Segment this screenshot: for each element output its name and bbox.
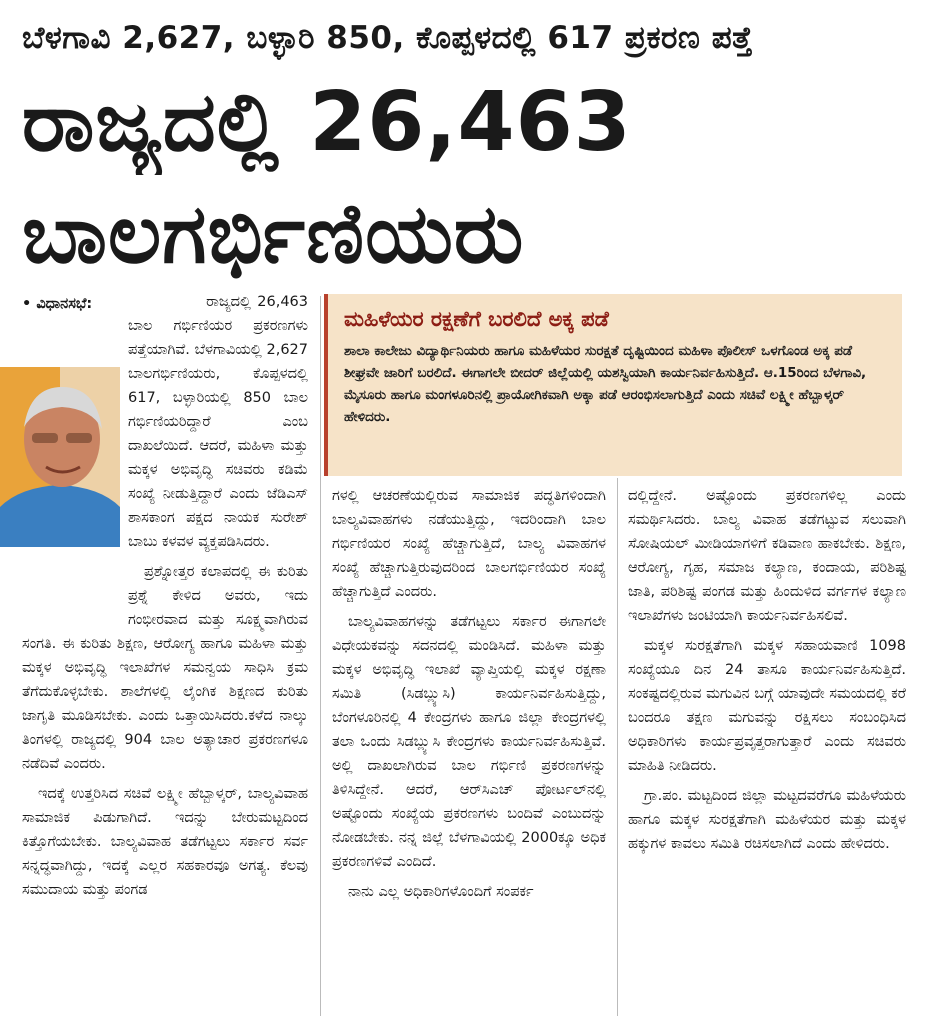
column-divider [320,296,321,1016]
column-3 [628,484,906,1016]
column-1 [22,290,308,1016]
column-2-paragraph-2: ಬಾಲ್ಯವಿವಾಹಗಳನ್ನು ತಡೆಗಟ್ಟಲು ಸರ್ಕಾರ ಈಗಾಗಲೇ ವಿಧೇಯಕವನ್ನು ಸದನದಲ್ಲಿ ಮಂಡಿಸಿದೆ. ಮಹಿಳಾ ಮತ್ತು ಮಕ್ಕಳ ಅಭಿವೃದ್ಧಿ ಇಲಾಖೆ ವ್ಯಾಪ್ತಿಯಲ್ಲಿ ಮಕ್ಕಳ ರಕ್ಷಣಾ ಸಮಿತಿ (ಸಿಡಬ್ಲ್ಯುಸಿ) ಕಾರ್ಯನಿರ್ವಹಿಸುತ್ತಿದ್ದು, ಬೆಂಗಳೂರಿನಲ್ಲಿ 4 ಕೇಂದ್ರಗಳು ಹಾಗೂ ಜಿಲ್ಲಾ ಕೇಂದ್ರಗಳಲ್ಲಿ ತಲಾ ಒಂದು ಸಿಡಬ್ಲ್ಯುಸಿ ಕೇಂದ್ರಗಳು ಕಾರ್ಯನಿರ್ವಹಿಸುತ್ತಿವೆ. ಅಲ್ಲಿ ದಾಖಲಾಗಿರುವ ಬಾಲ ಗರ್ಭಿಣಿ ಪ್ರಕರಣಗಳನ್ನು ತಿಳಿಸಿದ್ದೇನೆ. ಆದರೆ, ಆರ್‌ಸಿಎಚ್ ಪೋರ್ಟಲ್‌ನಲ್ಲಿ ಅಷ್ಟೊಂದು ಸಂಖ್ಯೆಯ ಪ್ರಕರಣಗಳು ಬಂದಿವೆ ಎಂಬುದನ್ನು ನೋಡಬೇಕು. ನನ್ನ ಜಿಲ್ಲೆ ಬೆಳಗಾವಿಯಲ್ಲಿ 2000ಕ್ಕೂ ಅಧಿಕ ಪ್ರಕರಣಗಳಿವೆ ಎಂದಿದೆ. [332,614,606,870]
column-3-paragraph-3: ಗ್ರಾ.ಪಂ. ಮಟ್ಟದಿಂದ ಜಿಲ್ಲಾ ಮಟ್ಟದವರೆಗೂ ಮಹಿಳೆಯರು ಹಾಗೂ ಮಕ್ಕಳ ಸುರಕ್ಷತೆಗಾಗಿ ಮಹಿಳೆಯರ ಮತ್ತು ಮಕ್ಕಳ ಹಕ್ಕುಗಳ ಕಾವಲು ಸಮಿತಿ ರಚಿಸಲಾಗಿದೆ ಎಂದು ಹೇಳಿದರು. [628,788,906,852]
main-headline-line-2: ಬಾಲಗರ್ಭಿಣಿಯರು [22,187,525,282]
column-3-paragraph-1: ದಲ್ಲಿದ್ದೇನೆ. ಅಷ್ಟೊಂದು ಪ್ರಕರಣಗಳಿಲ್ಲ ಎಂದು ಸಮರ್ಥಿಸಿದರು. ಬಾಲ್ಯ ವಿವಾಹ ತಡೆಗಟ್ಟುವ ಸಲುವಾಗಿ ಸೋಷಿಯಲ್ ಮೀಡಿಯಾಗಳಿಗೆ ಕಡಿವಾಣ ಹಾಕಬೇಕು. ಶಿಕ್ಷಣ, ಆರೋಗ್ಯ, ಗೃಹ, ಸಮಾಜ ಕಲ್ಯಾಣ, ಕಂದಾಯ, ಪರಿಶಿಷ್ಟ ಜಾತಿ, ಪರಿಶಿಷ್ಟ ಪಂಗಡ ಮತ್ತು ಹಿಂದುಳಿದ ವರ್ಗಗಳ ಕಲ್ಯಾಣ ಇಲಾಖೆಗಳು ಜಂಟಿಯಾಗಿ ಕಾರ್ಯನಿರ್ವಹಿಸಲಿವೆ. [628,488,906,624]
sidebar-box-body: ಶಾಲಾ ಕಾಲೇಜು ವಿದ್ಯಾರ್ಥಿನಿಯರು ಹಾಗೂ ಮಹಿಳೆಯರ ಸುರಕ್ಷತೆ ದೃಷ್ಟಿಯಿಂದ ಮಹಿಳಾ ಪೊಲೀಸ್ ಒಳಗೊಂಡ ಅಕ್ಕ ಪಡೆ ಶೀಘ್ರವೇ ಜಾರಿಗೆ ಬರಲಿದೆ. ಈಗಾಗಲೇ ಬೀದರ್ ಜಿಲ್ಲೆಯಲ್ಲಿ ಯಶಸ್ವಿಯಾಗಿ ಕಾರ್ಯನಿರ್ವಹಿಸುತ್ತಿದೆ. ಆ.15ರಿಂದ ಬೆಳಗಾವಿ, ಮೈಸೂರು ಹಾಗೂ ಮಂಗಳೂರಿನಲ್ಲಿ ಪ್ರಾಯೋಗಿಕವಾಗಿ ಅಕ್ಕಾ ಪಡೆ ಆರಂಭಿಸಲಾಗುತ್ತಿದೆ ಎಂದು ಸಚಿವೆ ಲಕ್ಷ್ಮೀ ಹೆಬ್ಬಾಳ್ಕರ್ ಹೇಳಿದರು. [344,343,867,425]
column-1-intro [22,292,308,368]
column-1-paragraph-1: ರಾಜ್ಯದಲ್ಲಿ 26,463 ಬಾಲ ಗರ್ಭಿಣಿಯರ ಪ್ರಕರಣಗಳು ಪತ್ತೆಯಾಗಿವೆ. ಬೆಳಗಾವಿಯಲ್ಲಿ 2,627 ಬಾಲಗರ್ಭಿಣಿಯರು, ಕೊಪ್ಪಳದಲ್ಲಿ 617, ಬಳ್ಳಾರಿಯಲ್ಲಿ 850 ಬಾಲ ಗರ್ಭಿಣಿಯರಿದ್ದಾರೆ ಎಂಬ ದಾಖಲೆಯಿದೆ. ಆದರೆ, ಮಹಿಳಾ ಮತ್ತು ಮಕ್ಕಳ ಅಭಿವೃದ್ಧಿ ಸಚಿವರು ಕಡಿಮೆ ಸಂಖ್ಯೆ ನೀಡುತ್ತಿದ್ದಾರೆ ಎಂದು ಜೆಡಿಎಸ್ ಶಾಸಕಾಂಗ ಪಕ್ಷದ ನಾಯಕ ಸುರೇಶ್ ಬಾಬು ಕಳವಳ ವ್ಯಕ್ತಪಡಿಸಿದರು. [128,294,308,550]
column-2 [332,484,606,1016]
sidebar-box-title: ಮಹಿಳೆಯರ ರಕ್ಷಣೆಗೆ ಬರಲಿದೆ ಅಕ್ಕ ಪಡೆ [344,307,609,331]
column-divider [617,478,618,1016]
sidebar-box [324,294,902,476]
main-headline-line-1: ರಾಜ್ಯದಲ್ಲಿ 26,463 [22,75,632,170]
kicker-headline: ಬೆಳಗಾವಿ 2,627, ಬಳ್ಳಾರಿ 850, ಕೊಪ್ಪಳದಲ್ಲಿ 617 ಪ್ರಕರಣ ಪತ್ತೆ [22,20,753,56]
column-2-paragraph-1: ಗಳಲ್ಲಿ ಆಚರಣೆಯಲ್ಲಿರುವ ಸಾಮಾಜಿಕ ಪದ್ಧತಿಗಳಿಂದಾಗಿ ಬಾಲ್ಯವಿವಾಹಗಳು ನಡೆಯುತ್ತಿದ್ದು, ಇದರಿಂದಾಗಿ ಬಾಲ ಗರ್ಭಿಣಿಯರ ಸಂಖ್ಯೆ ಹೆಚ್ಚಾಗುತ್ತಿದೆ, ಬಾಲ್ಯ ವಿವಾಹಗಳ ಸಂಖ್ಯೆ ಹೆಚ್ಚಾಗುತ್ತಿರುವುದರಿಂದ ಬಾಲಗರ್ಭಿಣಿಯರ ಸಂಖ್ಯೆ ಹೆಚ್ಚಾಗುತ್ತಿದೆ ಎಂದರು. [332,488,606,600]
column-2-paragraph-3: ನಾನು ಎಲ್ಲ ಅಧಿಕಾರಿಗಳೊಂದಿಗೆ ಸಂಪರ್ಕ [348,884,534,900]
column-3-paragraph-2: ಮಕ್ಕಳ ಸುರಕ್ಷತೆಗಾಗಿ ಮಕ್ಕಳ ಸಹಾಯವಾಣಿ 1098 ಸಂಖ್ಯೆಯೂ ದಿನ 24 ತಾಸೂ ಕಾರ್ಯನಿರ್ವಹಿಸುತ್ತಿದೆ. ಸಂಕಷ್ಟದಲ್ಲಿರುವ ಮಗುವಿನ ಬಗ್ಗೆ ಯಾವುದೇ ಸಮಯದಲ್ಲಿ ಕರೆ ಬಂದರೂ ತಕ್ಷಣ ಮಗುವನ್ನು ರಕ್ಷಿಸಲು ಸಂಬಂಧಿಸಿದ ಅಧಿಕಾರಿಗಳು ಕಾರ್ಯಪ್ರವೃತ್ತರಾಗುತ್ತಾರೆ ಎಂದು ಸಚಿವರು ಮಾಹಿತಿ ನೀಡಿದರು. [628,638,906,774]
column-1-paragraph-2: ಪ್ರಶ್ನೋತ್ತರ ಕಲಾಪದಲ್ಲಿ ಈ ಕುರಿತು ಪ್ರಶ್ನೆ ಕೇಳಿದ ಅವರು, ಇದು ಗಂಭೀರವಾದ ಮತ್ತು ಸೂಕ್ಷ್ಮವಾಗಿರುವ ಸಂಗತಿ. ಈ ಕುರಿತು ಶಿಕ್ಷಣ, ಆರೋಗ್ಯ ಹಾಗೂ ಮಹಿಳಾ ಮತ್ತು ಮಕ್ಕಳ ಅಭಿವೃದ್ಧಿ ಇಲಾಖೆಗಳ ಸಮನ್ವಯ ಸಾಧಿಸಿ ಕ್ರಮ ತೆಗೆದುಕೊಳ್ಳಬೇಕು. ಶಾಲೆಗಳಲ್ಲಿ ಲೈಂಗಿಕ ಶಿಕ್ಷಣದ ಕುರಿತು ಜಾಗೃತಿ ಮೂಡಿಸಬೇಕು. ಎಂದು ಒತ್ತಾಯಿಸಿದರು.ಕಳೆದ ನಾಲ್ಕು ತಿಂಗಳಲ್ಲಿ ರಾಜ್ಯದಲ್ಲಿ 904 ಬಾಲ ಅತ್ಯಾಚಾರ ಪ್ರಕರಣಗಳೂ ನಡೆದಿವೆ ಎಂದರು. [22,564,308,772]
column-1-paragraph-3: ಇದಕ್ಕೆ ಉತ್ತರಿಸಿದ ಸಚಿವೆ ಲಕ್ಷ್ಮೀ ಹೆಬ್ಬಾಳ್ಕರ್, ಬಾಲ್ಯವಿವಾಹ ಸಾಮಾಜಿಕ ಪಿಡುಗಾಗಿದೆ. ಇದನ್ನು ಬೇರುಮಟ್ಟದಿಂದ ಕಿತ್ತೊಗೆಯಬೇಕು. ಬಾಲ್ಯವಿವಾಹ ತಡೆಗಟ್ಟಲು ಸರ್ಕಾರ ಸರ್ವ ಸನ್ನದ್ಧವಾಗಿದ್ದು, ಇದಕ್ಕೆ ಎಲ್ಲರ ಸಹಕಾರವೂ ಅಗತ್ಯ. ಕೆಲವು ಸಮುದಾಯ ಮತ್ತು ಪಂಗಡ [22,786,308,898]
dateline: • ವಿಧಾನಸಭೆ: [22,296,93,312]
